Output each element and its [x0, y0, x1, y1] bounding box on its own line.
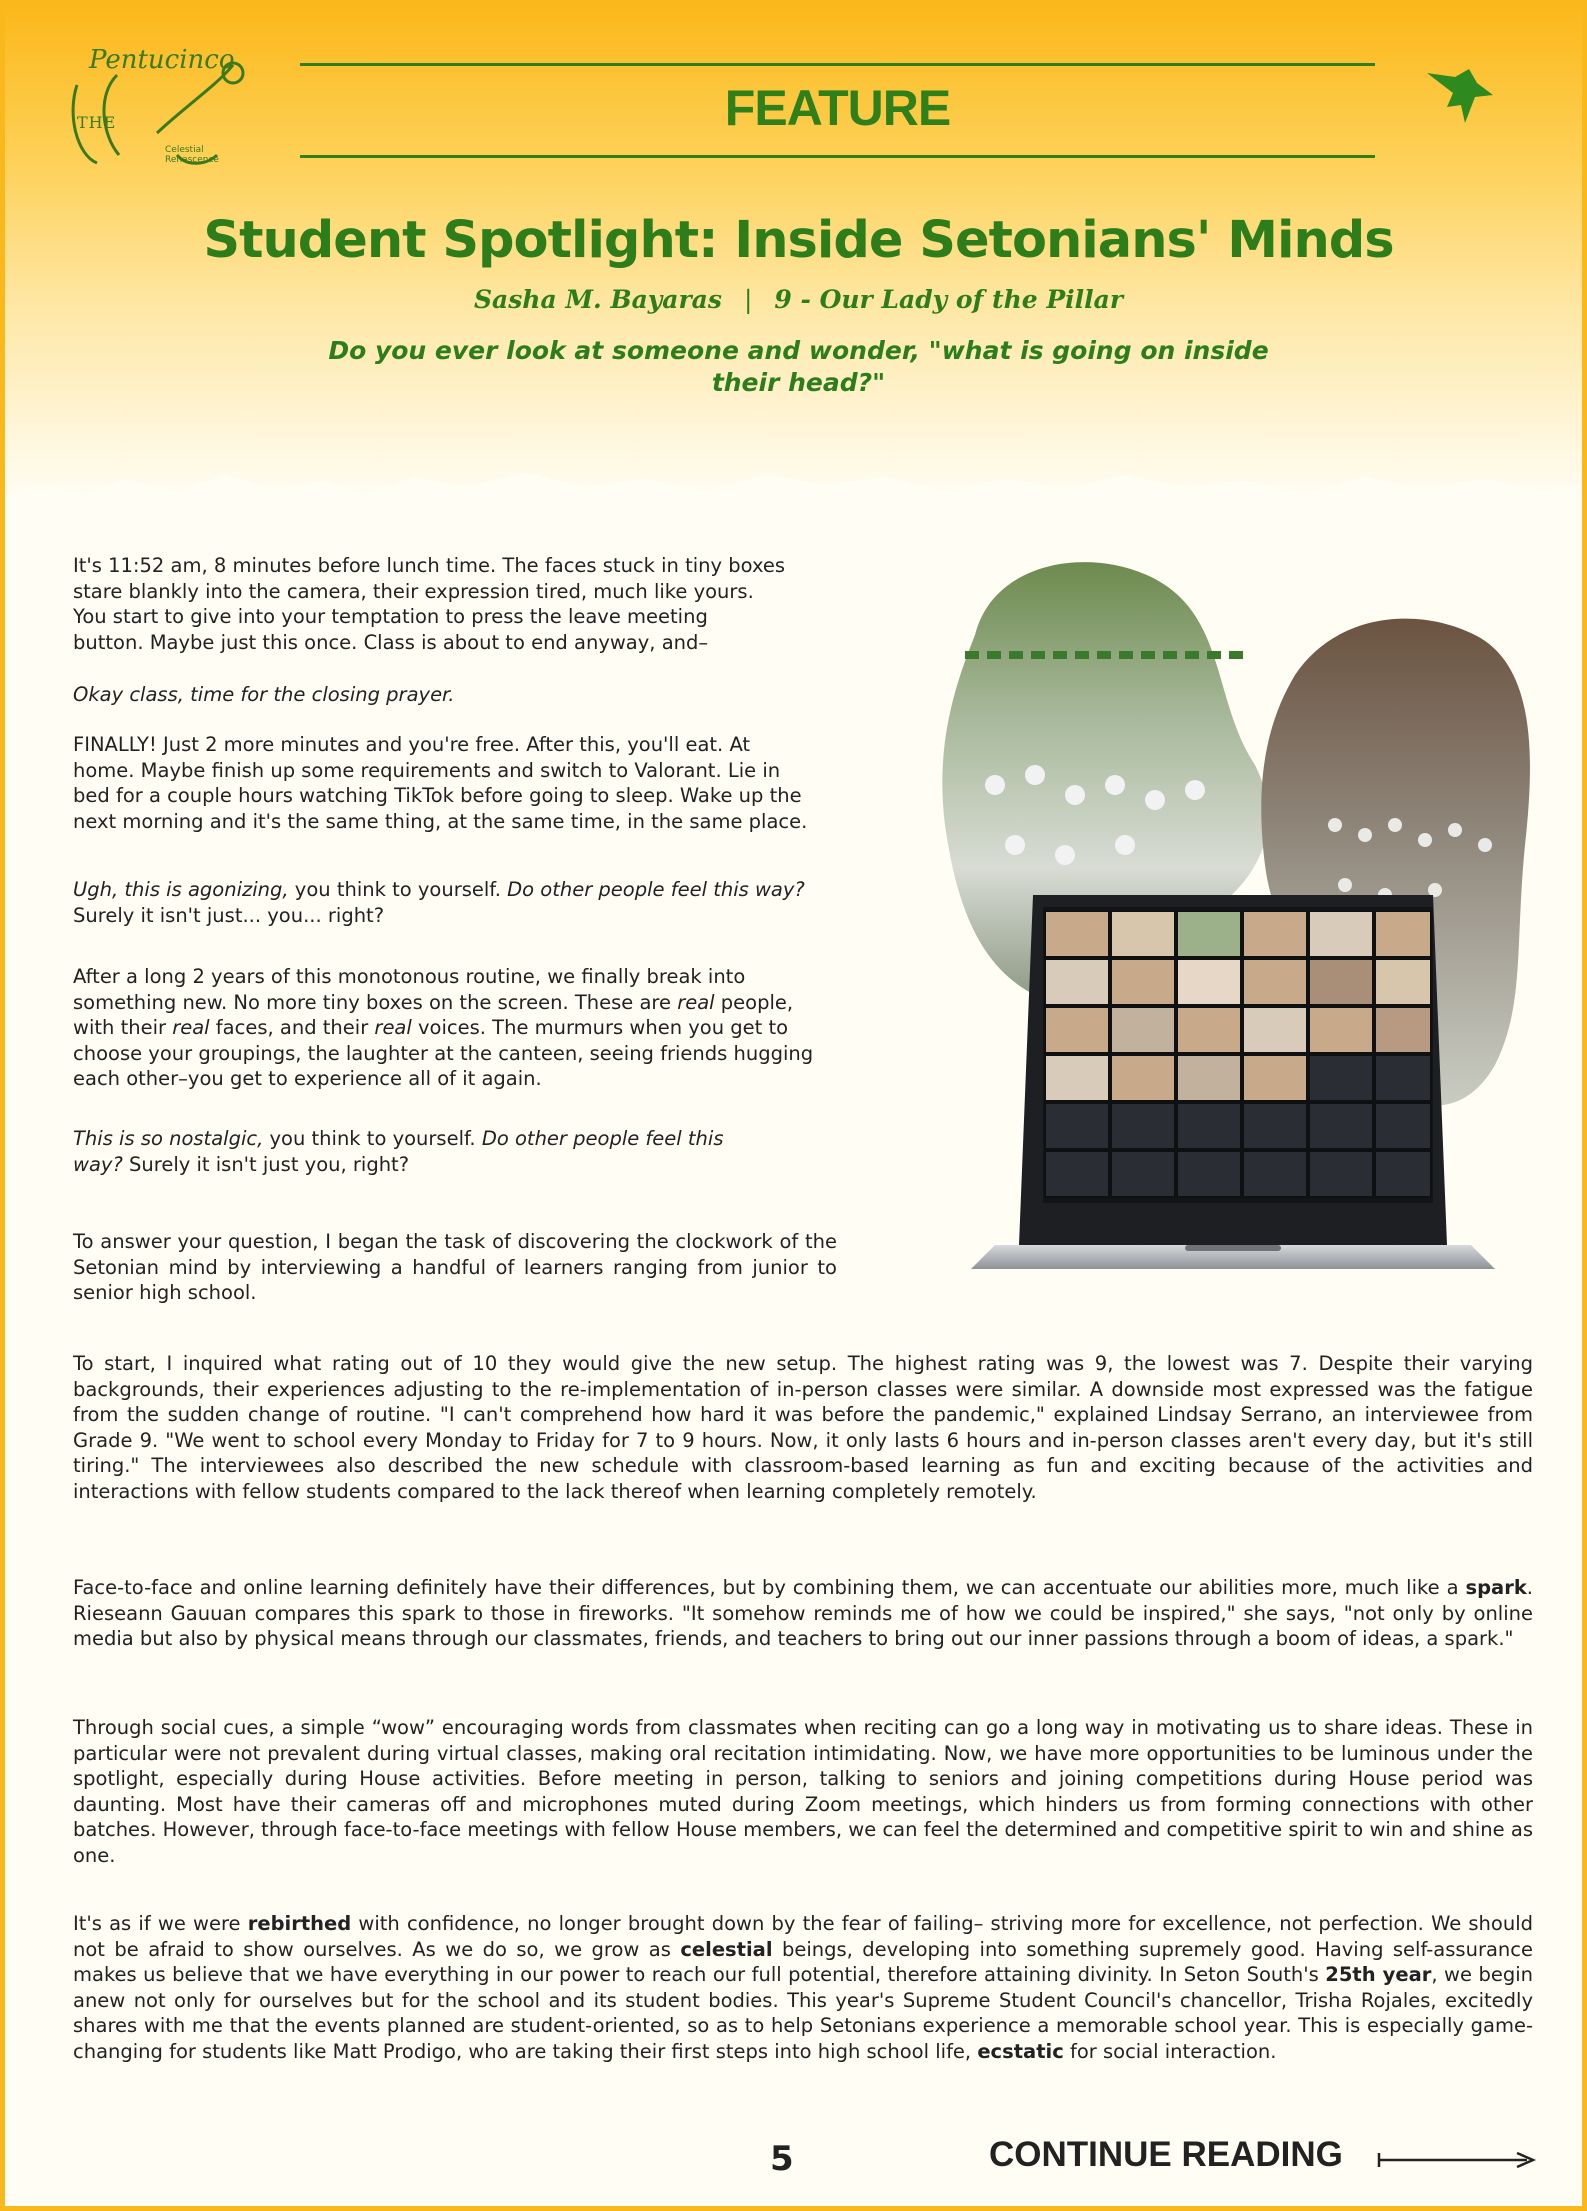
arrow-right-icon[interactable]	[1377, 2151, 1537, 2169]
p6-plain-e: Surely it isn't just you, right?	[122, 1152, 410, 1176]
p3-line-1: FINALLY! Just 2 more minutes and you're free. After this, you'll eat. At	[73, 733, 751, 756]
p11-i: for social interaction.	[1063, 2039, 1277, 2063]
p3-line-4: next morning and it's the same thing, at the same time, in the same place.	[73, 809, 808, 833]
paragraph-6	[73, 1126, 925, 1177]
p3-line-2: home. Maybe finish up some requirements and switch to Valorant. Lie in	[73, 758, 781, 782]
continue-reading-link[interactable]: CONTINUE READING	[989, 2135, 1343, 2174]
logo-the-text: THE	[77, 113, 117, 132]
p5-line-5: each other–you get to experience all of it again.	[73, 1067, 542, 1090]
p4-line-2: Surely it isn't just... you... right?	[73, 903, 385, 927]
p6-line-1	[73, 1126, 925, 1152]
p5-l2b: people,	[714, 990, 794, 1014]
p11-c: with confidence, no longer brought down by the fear of failing– striving more for excellence, not perfection. We should not be afraid to show ourselves. As we do so, we grow as	[73, 1912, 1534, 1961]
p9-text	[73, 1575, 1533, 1652]
p4-italic-c: Do other people feel this way?	[507, 878, 805, 901]
photo-collage	[935, 545, 1535, 1285]
laptop-zoom-grid	[971, 895, 1495, 1269]
logo-script-text: Pentucinco	[89, 45, 235, 75]
p9-c: . Rieseann Gauuan compares this spark to those in fireworks. "It somehow reminds me of how we could be inspired," she says, "not only by online media but also by physical means through our classmates, friends, and teachers to bring out our inner passions through a boom of ideas, a spark."	[73, 1576, 1533, 1650]
paragraph-10	[73, 1715, 1533, 1868]
p5-l2a: something new. No more tiny boxes on the screen. These are	[73, 990, 678, 1014]
p4-plain-b: you think to yourself.	[288, 878, 508, 901]
p11-e: beings, developing into something supremely good. Having self-assurance makes us believe that we have everything in our power to reach our full potential, therefore attaining divinity. In Seton South's	[73, 1937, 1533, 1986]
p11-a: It's as if we were	[73, 1912, 248, 1935]
article-title: Student Spotlight: Inside Setonians' Minds	[203, 211, 1394, 270]
p1-line-4: button. Maybe just this once. Class is about to end anyway, and–	[73, 630, 709, 654]
p6-italic-c: Do other people feel this	[481, 1127, 724, 1150]
p1-line-3: You start to give into your temptation to press the leave meeting	[73, 605, 708, 628]
paragraph-8	[73, 1351, 1533, 1504]
p5-l3a: with their	[73, 1016, 173, 1039]
p6-plain-b: you think to yourself.	[263, 1127, 482, 1150]
p1-line-1: It's 11:52 am, 8 minutes before lunch time. The faces stuck in tiny boxes	[73, 554, 786, 577]
p11-bold-ecstatic: ecstatic	[977, 2039, 1064, 2063]
paragraph-5	[73, 964, 925, 1092]
p8-text: To start, I inquired what rating out of 10 they would give the new setup. The highest rating was 9, the lowest was 7. Despite their varying backgrounds, their experiences adjusting to the re-implementation of in-person classes were similar. A downside most expressed was the fatigue from the sudden change of routine. "I can't comprehend how hard it was before the pandemic," explained Lindsay Serrano, an interviewee from Grade 9. "We went to school every Monday to Friday for 7 to 9 hours. Now, it only lasts 6 hours and in-person classes aren't every day, but it's still tiring." The interviewees also described the new schedule with classroom-based learning as fun and exciting because of the activities and interactions with fellow students compared to the lack thereof when learning completely remotely.	[73, 1352, 1533, 1503]
paragraph-2	[73, 682, 925, 708]
article-dek	[275, 335, 1322, 399]
p4-line-1	[73, 877, 925, 903]
p5-line-3	[73, 1015, 925, 1041]
dek-line-1: Do you ever look at someone and wonder, "what is going on inside	[328, 336, 1269, 365]
paragraph-1	[73, 553, 925, 655]
author-section: 9 - Our Lady of the Pillar	[774, 285, 1124, 314]
p5-real-1: real	[677, 990, 715, 1014]
torn-paper-edge	[5, 435, 1587, 535]
paragraph-7	[73, 1229, 837, 1306]
logo-subtitle: Celestial Renascence	[165, 145, 219, 165]
byline	[5, 285, 1587, 314]
p11-text	[73, 1911, 1533, 2064]
dek-line-2: their head?"	[711, 368, 886, 397]
p5-l3c: voices. The murmurs when you get to	[411, 1016, 789, 1039]
p4-italic-a: Ugh, this is agonizing,	[73, 878, 289, 901]
p5-line-1: After a long 2 years of this monotonous routine, we finally break into	[73, 965, 746, 988]
p11-bold-celestial: celestial	[680, 1937, 773, 1961]
p5-line-4: choose your groupings, the laughter at the canteen, seeing friends hugging	[73, 1041, 814, 1065]
p1-line-2: stare blankly into the camera, their expression tired, much like yours.	[73, 579, 754, 603]
p5-real-2: real	[172, 1016, 210, 1039]
paragraph-4	[73, 877, 925, 928]
p5-l3b: faces, and their	[209, 1016, 375, 1039]
paragraph-9	[73, 1575, 1533, 1652]
author-name: Sasha M. Bayaras	[473, 285, 722, 314]
paragraph-11	[73, 1911, 1533, 2064]
section-label: FEATURE	[724, 80, 951, 136]
p6-line-2	[73, 1152, 925, 1178]
header-rule-bottom	[300, 155, 1375, 158]
p3-line-3: bed for a couple hours watching TikTok before going to sleep. Wake up the	[73, 784, 802, 807]
p9-a: Face-to-face and online learning definitely have their differences, but by combining them, we can accentuate our abilities more, much like a	[73, 1576, 1466, 1599]
p10-text: Through social cues, a simple “wow” encouraging words from classmates when reciting can go a long way in motivating us to share ideas. These in particular were not prevalent during virtual classes, making oral recitation intimidating. Now, we have more opportunities to be luminous under the spotlight, especially during House activities. Before meeting in person, talking to seniors and joining competitions during House period was daunting. Most have their cameras off and microphones muted during Zoom meetings, which hinders us from forming connections with other batches. However, through face-to-face meetings with fellow House members, we can feel the determined and competitive spirit to win and shine as one.	[73, 1716, 1533, 1867]
p7-text: To answer your question, I began the task of discovering the clockwork of the Setonian mind by interviewing a handful of learners ranging from junior to senior high school.	[73, 1230, 837, 1304]
p11-g: , we begin anew not only for ourselves but for the school and its student bodies. This year's Supreme Student Council's chancellor, Trisha Rojales, excitedly shares with me that the events planned are student-oriented, so as to help Setonians experience a memorable school year. This is especially game-changing for students like Matt Prodigo, who are taking their first steps into high school life,	[73, 1963, 1533, 2063]
p6-italic-d: way?	[73, 1152, 123, 1176]
p9-bold-spark: spark	[1465, 1576, 1527, 1599]
p2-text: Okay class, time for the closing prayer.	[73, 683, 455, 706]
header-rule-top	[300, 63, 1375, 66]
p5-line-2	[73, 990, 925, 1016]
p11-bold-rebirthed: rebirthed	[247, 1912, 352, 1935]
p6-italic-a: This is so nostalgic,	[73, 1127, 264, 1150]
p5-real-3: real	[374, 1016, 412, 1039]
p11-bold-25th-year: 25th year	[1325, 1963, 1432, 1986]
phoenix-icon	[1425, 67, 1495, 127]
byline-separator: |	[743, 285, 753, 314]
paragraph-3	[73, 732, 925, 834]
page-number: 5	[770, 2139, 794, 2179]
